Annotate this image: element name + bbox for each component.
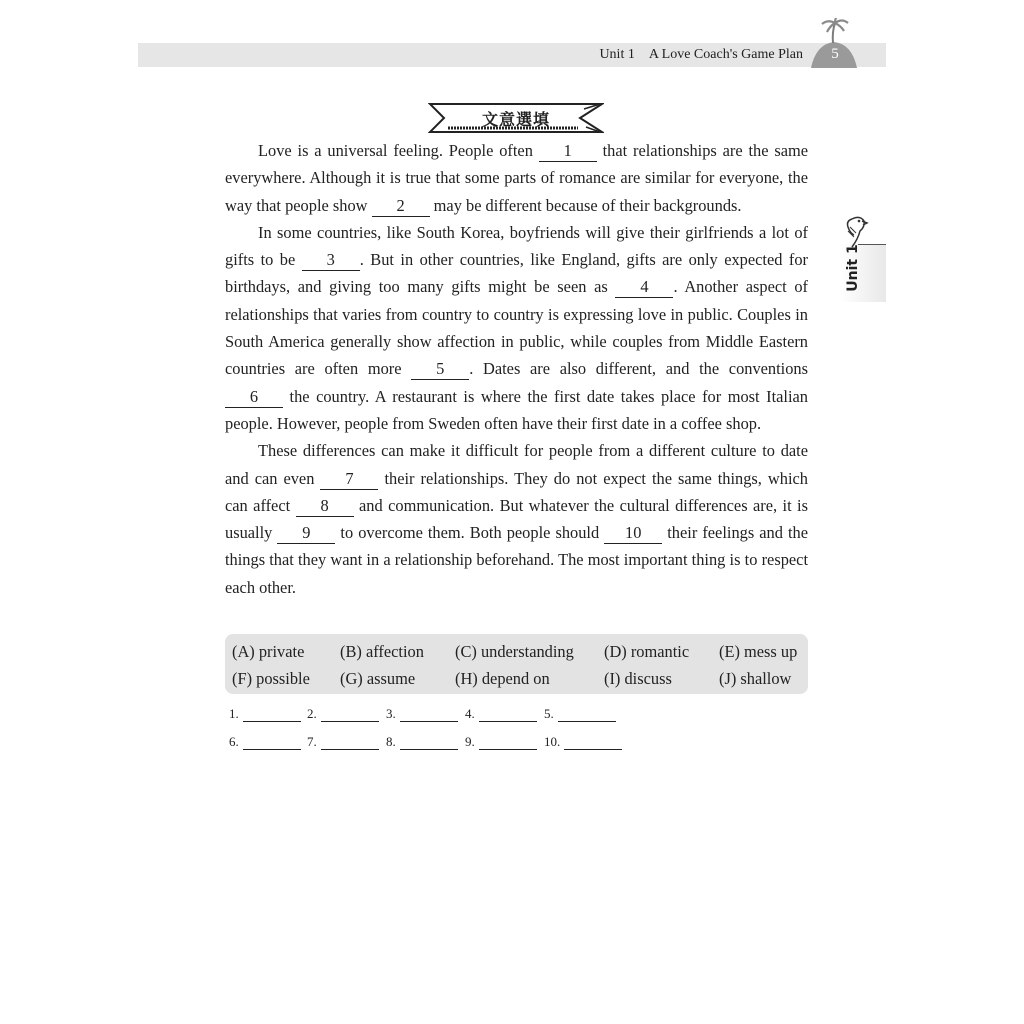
option-a: (A) private	[232, 642, 305, 661]
blank-9: 9	[277, 523, 335, 544]
answer-line[interactable]	[400, 707, 458, 722]
option-h: (H) depend on	[455, 669, 550, 688]
answer-line[interactable]	[564, 735, 622, 750]
answer-label: 1.	[229, 706, 239, 721]
answer-label: 8.	[386, 734, 396, 749]
answer-line[interactable]	[321, 735, 379, 750]
answer-9[interactable]	[465, 734, 537, 750]
passage-text: These differences can make it difficult for people from a different culture to date and can even	[225, 441, 808, 488]
answer-8[interactable]	[386, 734, 458, 750]
answer-label: 3.	[386, 706, 396, 721]
blank-5: 5	[411, 359, 469, 380]
passage	[225, 137, 808, 601]
option-c: (C) understanding	[455, 642, 574, 661]
passage-text: may be different because of their backgrounds.	[429, 195, 742, 215]
passage-text: their relationships. They do not expect the same things, which can affect	[225, 468, 808, 515]
blank-8: 8	[296, 496, 354, 517]
answer-label: 9.	[465, 734, 475, 749]
passage-text: In some countries, like South Korea, boyfriends will give their girlfriends a lot of gifts to be	[225, 222, 808, 270]
answer-line[interactable]	[321, 707, 379, 722]
answer-5[interactable]	[544, 706, 616, 722]
paragraph-3	[225, 437, 808, 601]
answer-4[interactable]	[465, 706, 537, 722]
answer-label: 4.	[465, 706, 475, 721]
answer-line[interactable]	[558, 707, 616, 722]
option-i: (I) discuss	[604, 669, 672, 688]
blank-7: 7	[320, 469, 378, 490]
answer-2[interactable]	[307, 706, 379, 722]
passage-text: that relationships are the same everywhere. Although it is true that some parts of romance are similar for everyone, the way that people show	[225, 141, 808, 215]
page-number: 5	[831, 46, 839, 62]
option-j: (J) shallow	[719, 669, 792, 688]
paragraph-1	[225, 137, 808, 219]
passage-text: Love is a universal feeling. People often	[258, 141, 539, 160]
answer-line[interactable]	[479, 707, 537, 722]
answer-label: 2.	[307, 706, 317, 721]
section-title: 文意選填	[481, 110, 550, 129]
answer-10[interactable]	[544, 734, 622, 750]
passage-text: their feelings and the things that they want in a relationship beforehand. The most important thing is to respect each other.	[225, 523, 808, 597]
passage-text: the country. A restaurant is where the first date takes place for most Italian people. However, people from Sweden often have their first date in a coffee shop.	[225, 386, 808, 433]
running-header	[138, 43, 886, 67]
word-bank	[225, 634, 808, 694]
header-text	[599, 47, 803, 63]
answer-3[interactable]	[386, 706, 458, 722]
answer-line[interactable]	[243, 735, 301, 750]
passage-text: and communication. But whatever the cultural differences are, it is usually	[225, 495, 808, 543]
answer-label: 10.	[544, 734, 561, 749]
passage-text: . But in other countries, like England, gifts are only expected for birthdays, and giving too many gifts might be seen as	[225, 250, 808, 297]
blank-4: 4	[615, 277, 673, 298]
option-f: (F) possible	[232, 669, 310, 688]
blank-1: 1	[539, 141, 597, 162]
blank-3: 3	[302, 250, 360, 271]
answer-7[interactable]	[307, 734, 379, 750]
header-unit: Unit 1	[599, 47, 635, 62]
passage-text: . Dates are also different, and the conventions	[469, 359, 808, 379]
option-d: (D) romantic	[604, 642, 690, 661]
answer-1[interactable]	[229, 706, 301, 722]
passage-text: . Another aspect of relationships that varies from country to country is expressing love in public. Couples in South America generally show affection in public, while couples from Middle Eastern countries are often more	[225, 277, 808, 379]
passage-text: to overcome them. Both people should	[335, 523, 605, 543]
answer-label: 6.	[229, 734, 239, 749]
paragraph-2	[225, 219, 808, 437]
blank-10: 10	[604, 523, 662, 544]
option-g: (G) assume	[340, 669, 416, 688]
answer-line[interactable]	[479, 735, 537, 750]
answer-line[interactable]	[400, 735, 458, 750]
blank-6: 6	[225, 387, 283, 408]
answer-label: 7.	[307, 734, 317, 749]
header-title: A Love Coach's Game Plan	[648, 47, 803, 62]
option-e: (E) mess up	[719, 642, 798, 661]
answer-line[interactable]	[243, 707, 301, 722]
blank-2: 2	[372, 196, 430, 217]
answer-label: 5.	[544, 706, 554, 721]
answer-6[interactable]	[229, 734, 301, 750]
side-tab-label: Unit 1	[845, 244, 861, 292]
option-b: (B) affection	[340, 642, 424, 661]
